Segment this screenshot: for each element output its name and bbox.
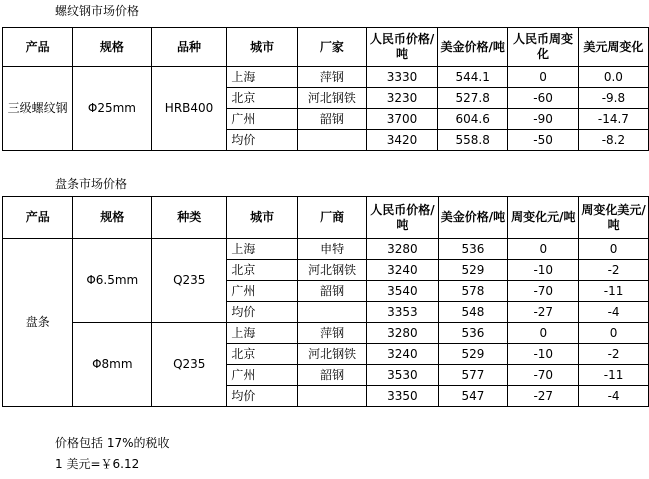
- city-cell: 广州: [227, 365, 298, 386]
- col-header-spec: 规格: [73, 28, 152, 67]
- mill-cell: [297, 302, 366, 323]
- rmb-change-cell: -27: [508, 302, 579, 323]
- rmb-change-cell: -27: [508, 386, 579, 407]
- usd-change-cell: -2: [579, 260, 649, 281]
- table-row: [3, 323, 649, 344]
- city-cell: 北京: [227, 88, 297, 109]
- usd-change-cell: -11: [579, 281, 649, 302]
- rmb-change-cell: 0: [508, 239, 579, 260]
- usd-price-cell: 547: [438, 386, 508, 407]
- spec-cell: Φ6.5mm: [73, 239, 152, 323]
- rmb-price-cell: 3240: [367, 344, 438, 365]
- city-cell: 上海: [227, 323, 298, 344]
- col-header-usd-change: 美元周变化: [578, 28, 648, 67]
- usd-price-cell: 536: [438, 239, 508, 260]
- grade-cell: Q235: [152, 239, 227, 323]
- mill-cell: 韶钢: [297, 109, 366, 130]
- table2-title: 盘条市场价格: [55, 177, 128, 191]
- spec-cell: Φ25mm: [73, 67, 152, 151]
- city-cell: 北京: [227, 344, 298, 365]
- wire-rod-price-table: [2, 196, 649, 407]
- city-cell: 广州: [227, 109, 297, 130]
- col-header-spec: 规格: [73, 197, 152, 239]
- col-header-rmb-price: 人民币价格/吨: [367, 197, 438, 239]
- city-cell: 广州: [227, 281, 298, 302]
- mill-cell: 河北钢铁: [297, 344, 366, 365]
- rmb-change-cell: -70: [508, 281, 579, 302]
- usd-change-cell: -8.2: [578, 130, 648, 151]
- col-header-product: 产品: [3, 197, 73, 239]
- mill-cell: 河北钢铁: [297, 88, 366, 109]
- usd-price-cell: 536: [438, 323, 508, 344]
- col-header-rmb-change: 人民币周变化: [508, 28, 579, 67]
- rmb-change-cell: -70: [508, 365, 579, 386]
- rmb-price-cell: 3530: [367, 365, 438, 386]
- mill-cell: [297, 130, 366, 151]
- rmb-change-cell: -60: [508, 88, 579, 109]
- usd-price-cell: 558.8: [438, 130, 508, 151]
- col-header-product: 产品: [3, 28, 73, 67]
- usd-change-cell: 0: [579, 239, 649, 260]
- rmb-price-cell: 3420: [366, 130, 437, 151]
- city-cell: 均价: [227, 302, 298, 323]
- table-row: [3, 239, 649, 260]
- rmb-change-cell: -10: [508, 344, 579, 365]
- mill-cell: [297, 386, 366, 407]
- usd-change-cell: -11: [579, 365, 649, 386]
- rmb-change-cell: 0: [508, 67, 579, 88]
- rmb-price-cell: 3700: [366, 109, 437, 130]
- usd-change-cell: -14.7: [578, 109, 648, 130]
- mill-cell: 萍钢: [297, 67, 366, 88]
- rmb-price-cell: 3330: [366, 67, 437, 88]
- usd-price-cell: 604.6: [438, 109, 508, 130]
- rmb-change-cell: -10: [508, 260, 579, 281]
- city-cell: 均价: [227, 386, 298, 407]
- table-header-row: [3, 197, 649, 239]
- grade-cell: HRB400: [151, 67, 227, 151]
- table-row: [3, 67, 649, 88]
- mill-cell: 申特: [297, 239, 366, 260]
- grade-cell: Q235: [152, 323, 227, 407]
- city-cell: 上海: [227, 67, 297, 88]
- spec-cell: Φ8mm: [73, 323, 152, 407]
- usd-price-cell: 578: [438, 281, 508, 302]
- usd-change-cell: -4: [579, 302, 649, 323]
- table1-title: 螺纹钢市场价格: [55, 4, 140, 18]
- exchange-rate-note: 1 美元=￥6.12: [55, 457, 140, 471]
- rmb-price-cell: 3353: [367, 302, 438, 323]
- col-header-rmb-change: 周变化元/吨: [508, 197, 579, 239]
- rmb-price-cell: 3280: [367, 239, 438, 260]
- usd-price-cell: 527.8: [438, 88, 508, 109]
- col-header-city: 城市: [227, 197, 298, 239]
- city-cell: 上海: [227, 239, 298, 260]
- rmb-price-cell: 3350: [367, 386, 438, 407]
- rmb-price-cell: 3540: [367, 281, 438, 302]
- usd-change-cell: 0.0: [578, 67, 648, 88]
- usd-price-cell: 544.1: [438, 67, 508, 88]
- usd-change-cell: -4: [579, 386, 649, 407]
- col-header-type: 种类: [152, 197, 227, 239]
- usd-price-cell: 529: [438, 344, 508, 365]
- col-header-city: 城市: [227, 28, 297, 67]
- usd-price-cell: 577: [438, 365, 508, 386]
- rmb-price-cell: 3230: [366, 88, 437, 109]
- col-header-vendor: 厂商: [297, 197, 366, 239]
- col-header-usd-change: 周变化美元/吨: [579, 197, 649, 239]
- col-header-usd-price: 美金价格/吨: [438, 28, 508, 67]
- rebar-price-table: [2, 27, 649, 151]
- mill-cell: 萍钢: [297, 323, 366, 344]
- mill-cell: 韶钢: [297, 365, 366, 386]
- rmb-change-cell: -90: [508, 109, 579, 130]
- usd-price-cell: 548: [438, 302, 508, 323]
- tax-note: 价格包括 17%的税收: [55, 436, 170, 450]
- usd-change-cell: -9.8: [578, 88, 648, 109]
- rmb-price-cell: 3240: [367, 260, 438, 281]
- rmb-change-cell: 0: [508, 323, 579, 344]
- city-cell: 北京: [227, 260, 298, 281]
- col-header-mill: 厂家: [297, 28, 366, 67]
- table-header-row: [3, 28, 649, 67]
- product-cell: 三级螺纹钢: [3, 67, 73, 151]
- usd-change-cell: -2: [579, 344, 649, 365]
- col-header-grade: 品种: [151, 28, 227, 67]
- usd-change-cell: 0: [579, 323, 649, 344]
- rmb-price-cell: 3280: [367, 323, 438, 344]
- city-cell: 均价: [227, 130, 297, 151]
- rmb-change-cell: -50: [508, 130, 579, 151]
- mill-cell: 韶钢: [297, 281, 366, 302]
- usd-price-cell: 529: [438, 260, 508, 281]
- product-cell: 盘条: [3, 239, 73, 407]
- mill-cell: 河北钢铁: [297, 260, 366, 281]
- col-header-rmb-price: 人民币价格/吨: [366, 28, 437, 67]
- col-header-usd-price: 美金价格/吨: [438, 197, 508, 239]
